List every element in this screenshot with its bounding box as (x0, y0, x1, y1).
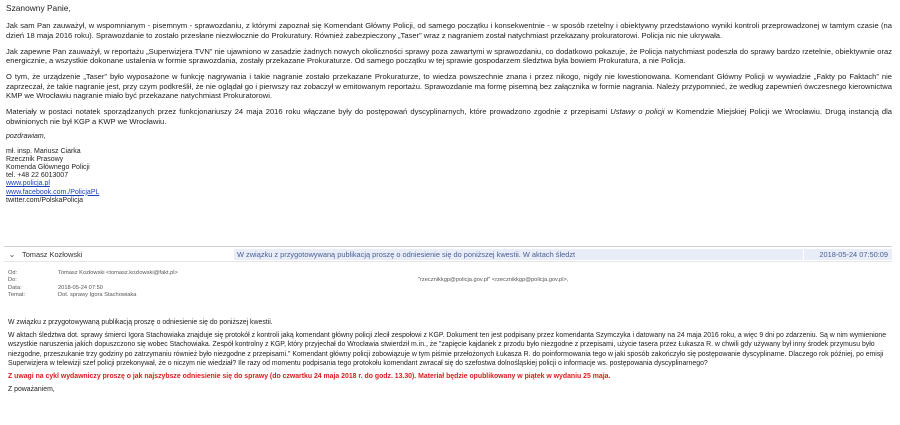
message-meta (8, 270, 888, 299)
statute-name: Ustawy o policji (610, 107, 665, 117)
reply-paragraph-3: O tym, że urządzenie „Taser” było wyposażone w funkcję nagrywania i takie nagranie zostało przekazane Prokuraturze, to wiedza powszechnie znana i przez nikogo, nigdy nie kwestionowana. Komendant Główny Policji w wywiadzie „Fakty po Faktach” nie zaprzeczał, że takie nagranie jest, przy czym podkreślił, że nie oglądał go i pierwszy raz zobaczył w emitowanym reportażu. Sprawozdanie ma formę pisemną bez załącznika w formie nagrania. Należy przypomnieć, że według zapewnień ówczesnego kierownictwa KMP we Wrocławiu nagranie miało być przekazane natychmiast Prokuratorowi. (6, 72, 892, 101)
meta-to-value: "rzecznikkgp@policja.gov.pl" <rzecznikkgp@policja.gov.pl>, (418, 277, 569, 284)
signature-phone: tel. +48 22 6013007 (6, 172, 69, 180)
message-subject-preview: W związku z przygotowywaną publikacją proszę o odniesienie się do poniższej kwestii. W aktach śledzt (234, 249, 803, 260)
reply-paragraph-4-b: w Komendzie Miejskiej Policji we Wrocławiu. Drugą instancją dla obwinionych nie był KGP a KWP we Wrocławiu. (6, 107, 892, 126)
meta-from-row (8, 270, 888, 277)
signature-closing: pozdrawiam, (6, 132, 46, 140)
reply-paragraph-2: Jak zapewne Pan zauważył, w reportażu „Superwizjera TVN” nie ujawniono w zasadzie żadnych nowych okoliczności sprawy poza zawartymi w sprawozdaniu, co dodatkowo pokazuje, że Policja natychmiast podeszła do sprawy bardzo rzetelnie, obiektywnie oraz energicznie, a wszystkie dokonane ustalenia w formie sprawozdania, zostały przekazane Prokuraturze. Od samego początku w tej sprawie gospodarzem śledztwa była bowiem Prokuratura, a nie Policja. (6, 46, 892, 66)
meta-subject-label: Temat: (8, 291, 26, 298)
meta-date-row (8, 285, 888, 292)
body-main: W aktach śledztwa dot. sprawy śmierci Igora Stachowiaka znajduje się protokół z kontroli jaką komendant główny policji zlecił zespołowi z KGP. Dokument ten jest podpisany przez komendanta Szymczyka i datowany na 24 maja 2016 roku, a więc 9 dni po zdarzeniu. Są w nim wymienione wszystkie naruszenia jakich dopuszczono się wobec Stachowiaka. Zespół kontrolny z KGP, który przyjechał do Wrocławia stwierdził m.in., że "zapięcie kajdanek z przodu było niezgodne z przepisami, użycie tasera przez Łukasza R. w chwili gdy używany był inny środek przymusu było niezgodne, przeszukanie trzy godziny po zatrzymaniu również było niezgodne z przepisami." Komendant główny policji zobowiązuje w tym piśmie przełożonych Łukasza R. do poinformowania tego w jaki sposób zakończyło się postępowanie dyscyplinarne. Dlaczego rok później, po emisji Superwizjera w telewizji szef policji przekonywał, że o niczym nie wiedział? Ile razy od momentu podpisania tego protokołu komendant zwracał się do szefostwa dolnośląskiej policji o informacje ws. postępowania dyscyplinarnego? (8, 331, 887, 368)
message-date: 2018-05-24 07:50:09 (804, 249, 892, 260)
body-intro: W związku z przygotowywaną publikacją proszę o odniesienie się do poniższej kwestii. (8, 319, 273, 326)
meta-subject-value: Dot. sprawy Igora Stachowiaka (58, 291, 137, 298)
signature (6, 133, 892, 205)
signature-name: mł. insp. Mariusz Ciarka (6, 148, 81, 156)
meta-date-label: Data: (8, 284, 22, 291)
twitter-handle: twitter.com/PolskaPolicja (6, 196, 84, 204)
reply-paragraph-4 (6, 107, 892, 126)
quoted-message-header[interactable] (4, 246, 892, 262)
chevron-down-icon[interactable]: ⌄ (8, 249, 16, 259)
reply-body (6, 4, 892, 205)
meta-subject-row (8, 292, 888, 299)
policja-link[interactable]: www.policja.pl (6, 180, 50, 188)
meta-to-row (8, 277, 888, 284)
quoted-message-body (8, 318, 890, 397)
body-urgent-note: Z uwagi na cykl wydawniczy proszę o jak najszybsze odniesienie się do sprawy (do czwartku 24 maja 2018 r. do godz. 13.30). Materiał będzie opublikowany w piątek w wydaniu 25 maja. (8, 372, 611, 380)
body-closing: Z poważaniem, (8, 385, 55, 393)
message-sender: Tomasz Kozłowski (22, 249, 83, 259)
reply-paragraph-1: Jak sam Pan zauważył, w wspomnianym - pisemnym - sprawozdaniu, z którymi zapoznał się Komendant Główny Policji, od samego początku i konsekwentnie - w sposób rzetelny i obiektywny przedstawiono wyniki kontroli przeprowadzonej w tamtym czasie (na dzień 18 maja 2016 roku). Sprawozdanie to zostało przesłane niezwłocznie do Prokuratury. Również zabezpieczony „Taser” wraz z nagraniem został natychmiast przekazany prokuratorowi. Policja nic nie ukrywała. (6, 21, 892, 40)
meta-date-value: 2018-05-24 07:50 (58, 284, 103, 291)
facebook-link[interactable]: www.facebook.com./PolicjaPL (6, 188, 100, 196)
signature-org: Komenda Głównego Policji (6, 164, 90, 172)
meta-from-value: Tomasz Kozłowski <tomasz.kozlowski@fakt.pl> (58, 270, 178, 276)
meta-from-label: Od: (8, 270, 18, 276)
meta-to-label: Do: (8, 277, 17, 284)
signature-role: Rzecznik Prasowy (6, 156, 64, 164)
reply-paragraph-4-a: Materiały w postaci notatek sporządzanych przez funkcjonariuszy 24 maja 2016 roku włączane były do postępowań dyscyplinarnych, które prowadzono zgodnie z przepisami (6, 107, 611, 117)
greeting: Szanowny Panie, (6, 3, 71, 13)
